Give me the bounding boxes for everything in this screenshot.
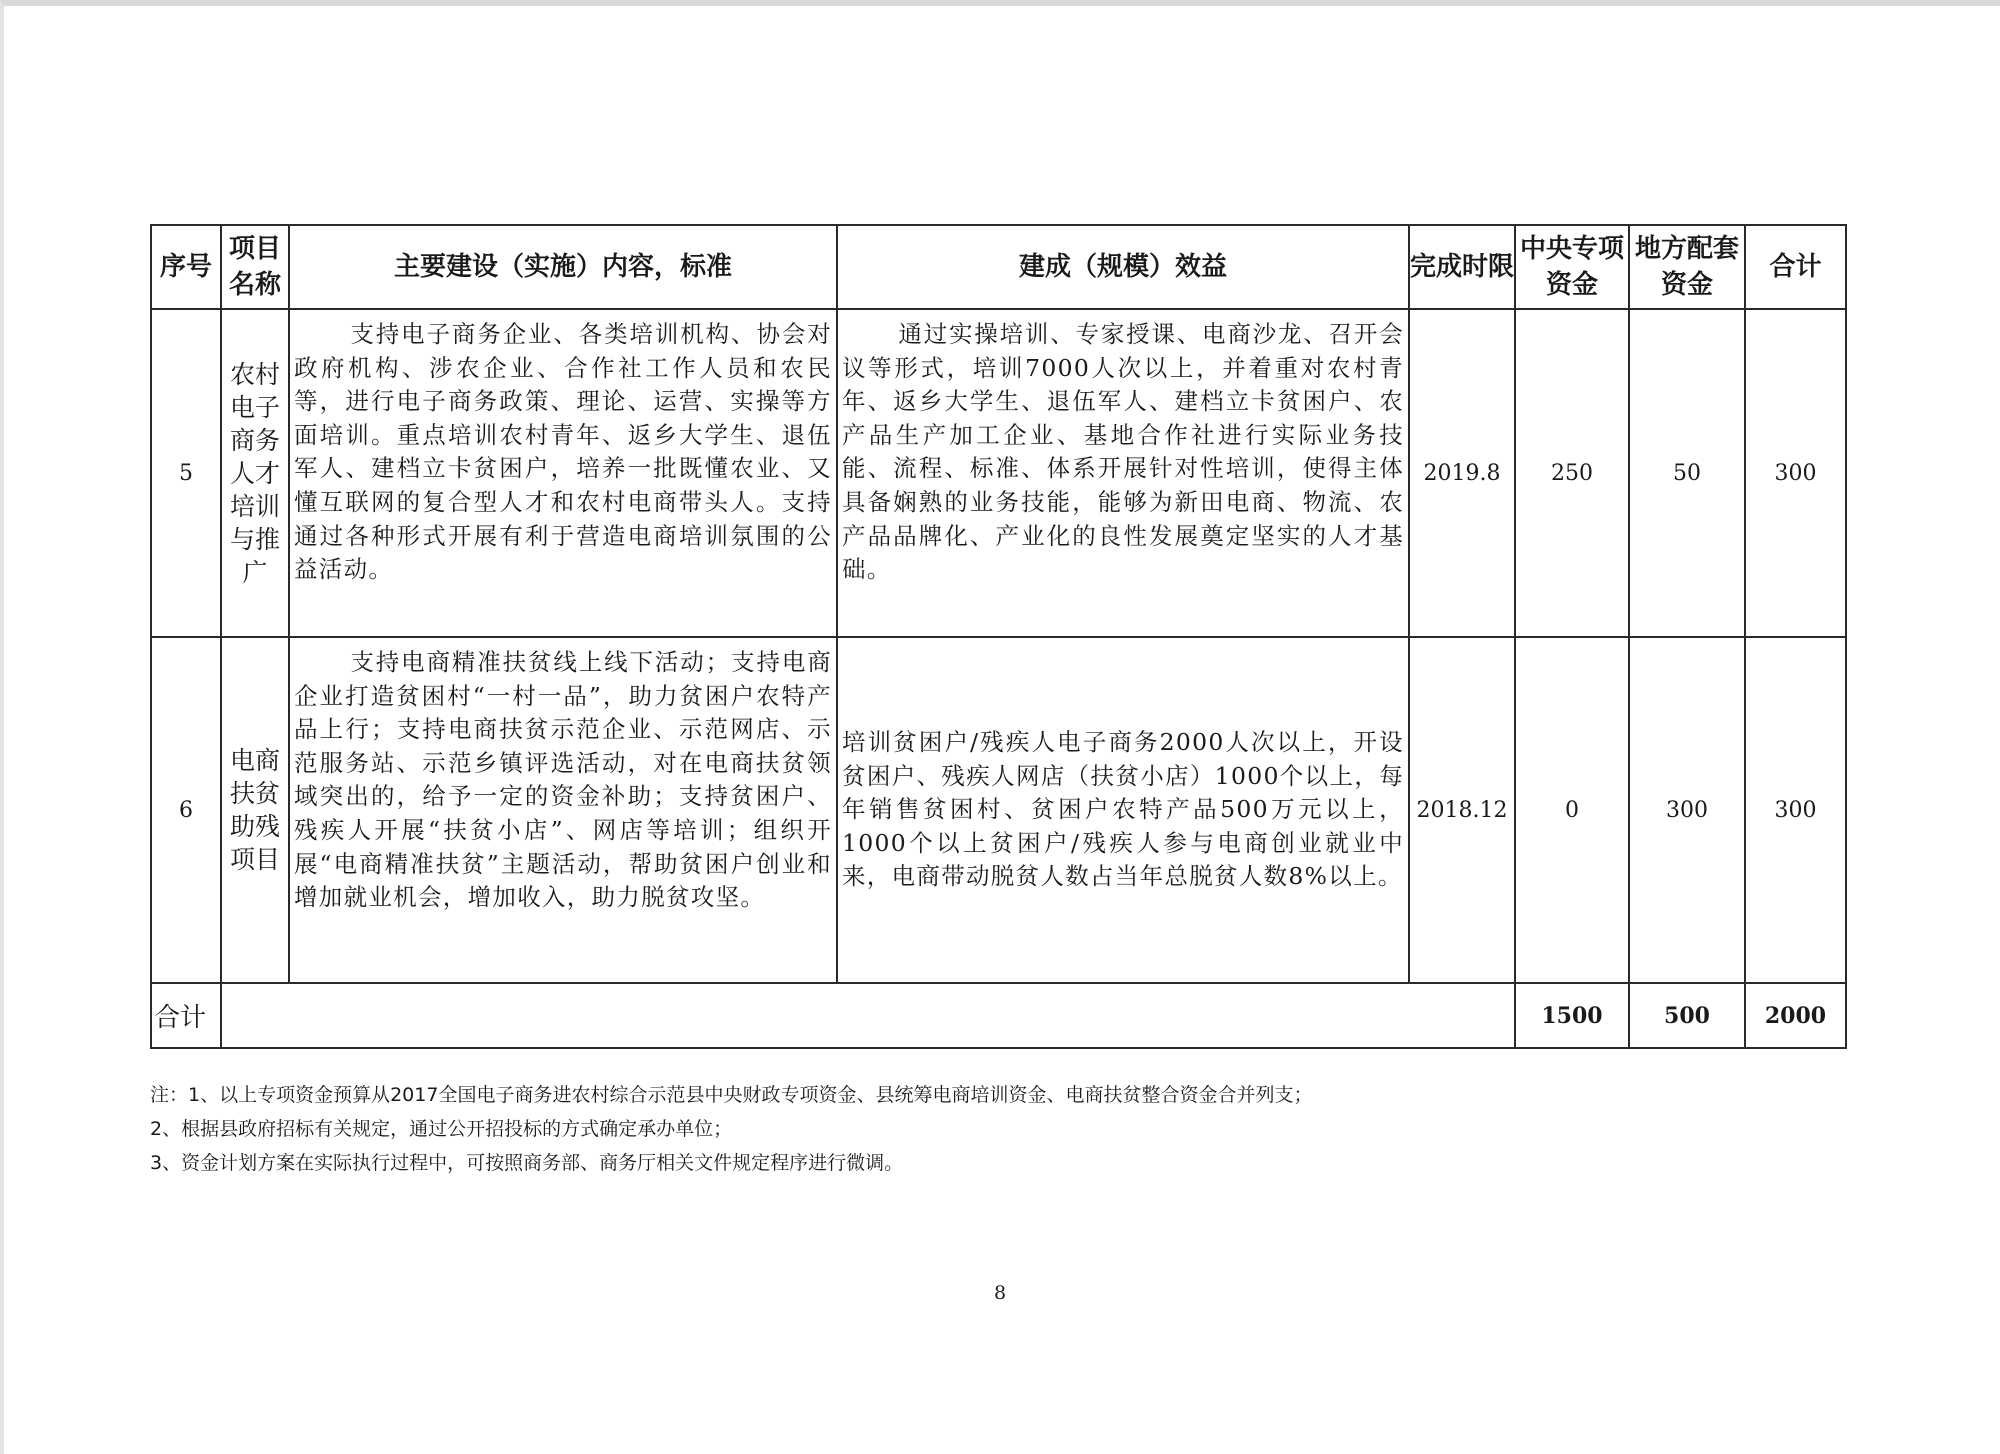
row-no: 6	[151, 637, 221, 983]
note-line: 3、资金计划方案在实际执行过程中，可按照商务部、商务厅相关文件规定程序进行微调。	[150, 1152, 904, 1174]
row-no: 5	[151, 309, 221, 637]
row-total: 300	[1745, 637, 1846, 983]
header-name: 项目名称	[221, 225, 289, 309]
row-benefit: 通过实操培训、专家授课、电商沙龙、召开会议等形式，培训7000人次以上，并着重对农村青年、返乡大学生、退伍军人、建档立卡贫困户、农产品生产加工企业、基地合作社进行实际业务技能、流程、标准、体系开展针对性培训，使得主体具备娴熟的业务技能，能够为新田电商、物流、农产品品牌化、产业化的良性发展奠定坚实的人才基础。	[837, 309, 1409, 637]
header-total: 合计	[1745, 225, 1846, 309]
header-content: 主要建设（实施）内容，标准	[289, 225, 837, 309]
total-central-fund: 1500	[1515, 983, 1629, 1048]
page-number: 8	[993, 1282, 1007, 1304]
row-benefit: 培训贫困户/残疾人电子商务2000人次以上，开设贫困户、残疾人网店（扶贫小店）1000个以上，每年销售贫困村、贫困户农特产品500万元以上，1000个以上贫困户/残疾人参与电商创业就业中来，电商带动脱贫人数占当年总脱贫人数8%以上。	[837, 637, 1409, 983]
header-benefit: 建成（规模）效益	[837, 225, 1409, 309]
row-local-fund: 50	[1629, 309, 1745, 637]
row-deadline: 2019.8	[1409, 309, 1515, 637]
row-content: 支持电商精准扶贫线上线下活动；支持电商企业打造贫困村“一村一品”，助力贫困户农特产品上行；支持电商扶贫示范企业、示范网店、示范服务站、示范乡镇评选活动，对在电商扶贫领域突出的，给予一定的资金补助；支持贫困户、残疾人开展“扶贫小店”、网店等培训；组织开展“电商精准扶贫”主题活动，帮助贫困户创业和增加就业机会，增加收入，助力脱贫攻坚。	[289, 637, 837, 983]
header-central-fund: 中央专项资金	[1515, 225, 1629, 309]
row-central-fund: 250	[1515, 309, 1629, 637]
header-no: 序号	[151, 225, 221, 309]
table-row	[151, 637, 1846, 983]
note-line: 注：1、以上专项资金预算从2017全国电子商务进农村综合示范县中央财政专项资金、县统筹电商培训资金、电商扶贫整合资金合并列支；	[150, 1084, 1313, 1106]
row-content: 支持电子商务企业、各类培训机构、协会对政府机构、涉农企业、合作社工作人员和农民等，进行电子商务政策、理论、运营、实操等方面培训。重点培训农村青年、返乡大学生、退伍军人、建档立卡贫困户，培养一批既懂农业、又懂互联网的复合型人才和农村电商带头人。支持通过各种形式开展有利于营造电商培训氛围的公益活动。	[289, 309, 837, 637]
row-deadline: 2018.12	[1409, 637, 1515, 983]
table-header-row	[151, 225, 1846, 309]
header-local-fund: 地方配套资金	[1629, 225, 1745, 309]
header-deadline: 完成时限	[1409, 225, 1515, 309]
total-local-fund: 500	[1629, 983, 1745, 1048]
row-project-name: 农村电子商务人才培训与推广	[221, 309, 289, 637]
row-local-fund: 300	[1629, 637, 1745, 983]
total-label: 合计	[151, 983, 221, 1048]
total-sum: 2000	[1745, 983, 1846, 1048]
row-project-name: 电商扶贫助残项目	[221, 637, 289, 983]
total-empty-span	[221, 983, 1515, 1048]
table-total-row	[151, 983, 1846, 1048]
note-line: 2、根据县政府招标有关规定，通过公开招投标的方式确定承办单位；	[150, 1118, 733, 1140]
row-total: 300	[1745, 309, 1846, 637]
row-central-fund: 0	[1515, 637, 1629, 983]
funding-plan-table	[150, 224, 1847, 1049]
notes-section	[150, 1078, 1312, 1180]
table-row	[151, 309, 1846, 637]
